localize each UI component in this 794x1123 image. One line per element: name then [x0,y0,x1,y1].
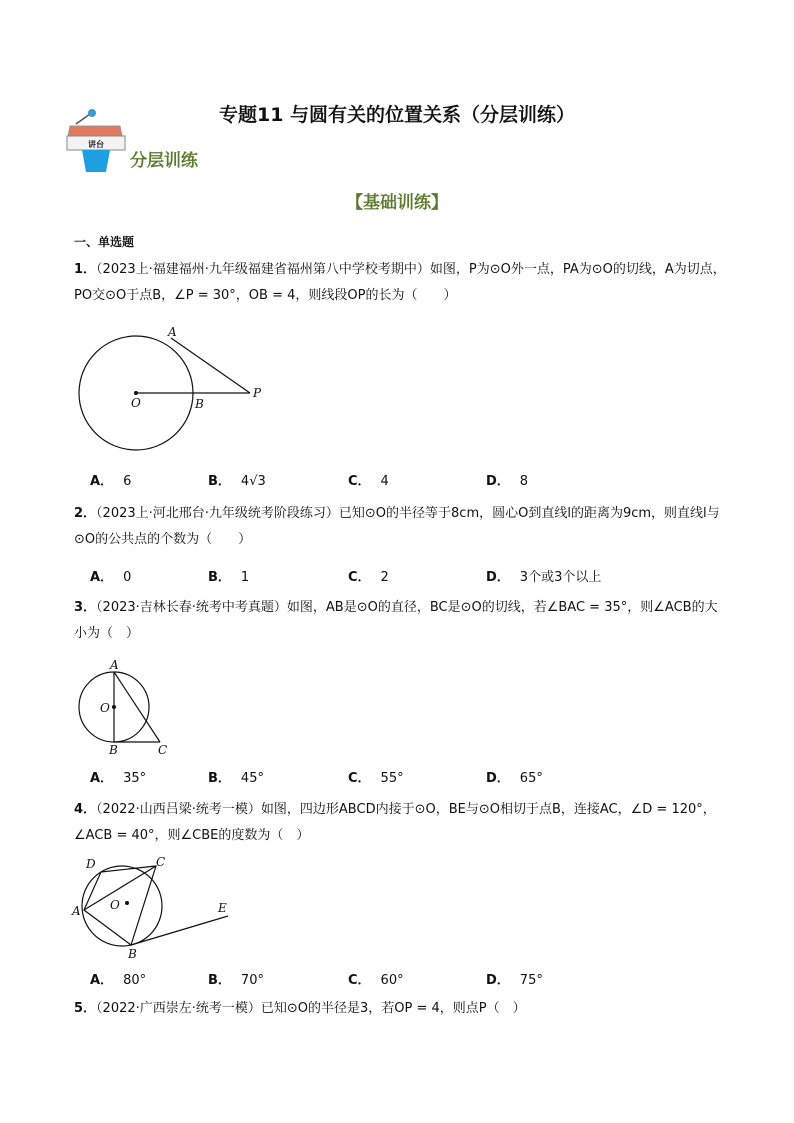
label-O: O [110,898,120,912]
question-text: 如图，AB是⊙O的直径，BC是⊙O的切线，若∠BAC = 35°，则∠ACB的大小为（ ） [74,600,718,641]
question-source: （2023·吉林长春·统考中考真题） [96,600,287,615]
label-A: A [72,904,81,918]
options-q2 [90,566,710,586]
label-P: P [253,386,262,400]
option-a: A． 35° [90,771,147,786]
label-A: A [110,658,119,672]
question-source: （2022·山西吕梁·统考一模） [96,802,261,817]
question-1 [74,257,726,309]
figure-q3 [74,656,184,764]
figure-q4 [70,852,240,968]
question-source: （2023上·河北邢台·九年级统考阶段练习） [96,506,339,521]
question-source: （2023上·福建福州·九年级福建省福州第八中学校考期中） [96,262,430,277]
option-a: A． 6 [90,474,132,489]
question-text: 如图，四边形ABCD内接于⊙O，BE与⊙O相切于点B，连接AC，∠D = 120°，∠ACB = 40°，则∠CBE的度数为（ ） [74,802,716,843]
label-O: O [100,701,110,715]
label-C: C [156,855,166,869]
question-number: 5． [74,1001,97,1016]
option-c: C． 55° [348,771,404,786]
option-d: D． 75° [486,973,543,988]
logo-label: 讲台 [88,140,104,149]
label-D: D [86,857,96,871]
page-title: 专题11 与圆有关的位置关系（分层训练） [218,104,576,126]
question-number: 2． [74,506,97,521]
section-heading: 一、单选题 [74,235,135,249]
option-c: C． 4 [348,474,389,489]
option-c: C． 60° [348,973,404,988]
question-text: 已知⊙O的半径是3，若OP = 4，则点P（ ） [260,1001,526,1016]
option-b: B． 1 [208,570,250,585]
label-E: E [218,901,227,915]
option-b: B． 4√3 [208,474,266,489]
question-number: 4． [74,802,97,817]
option-c: C． 2 [348,570,389,585]
question-5 [74,996,726,1022]
options-q4 [90,969,710,989]
question-2 [74,501,726,553]
label-C: C [158,743,168,757]
options-q1 [90,470,710,490]
section-subtitle: 分层训练 [130,151,198,171]
option-b: B． 45° [208,771,264,786]
question-text: 已知⊙O的半径等于8cm，圆心O到直线l的距离为9cm，则直线l与⊙O的公共点的个数为（ ） [74,506,720,547]
label-B: B [195,397,204,411]
question-source: （2022·广西崇左·统考一模） [96,1001,261,1016]
figure-q1 [74,326,274,460]
option-d: D． 3个或3个以上 [486,570,602,585]
question-number: 1． [74,262,97,277]
question-3 [74,595,726,647]
label-B: B [128,947,137,961]
question-4 [74,797,726,849]
label-O: O [131,396,141,410]
level-banner: 【基础训练】 [346,193,448,213]
question-text: 如图，P为⊙O外一点，PA为⊙O的切线，A为切点，PO交⊙O于点B，∠P = 30°，OB = 4，则线段OP的长为（ ） [74,262,726,303]
option-d: D． 65° [486,771,543,786]
option-b: B． 70° [208,973,264,988]
label-B: B [109,743,118,757]
question-number: 3． [74,600,97,615]
option-d: D． 8 [486,474,529,489]
options-q3 [90,767,710,787]
label-A: A [168,326,177,339]
option-a: A． 0 [90,570,132,585]
option-a: A． 80° [90,973,147,988]
lectern-logo [64,108,128,174]
